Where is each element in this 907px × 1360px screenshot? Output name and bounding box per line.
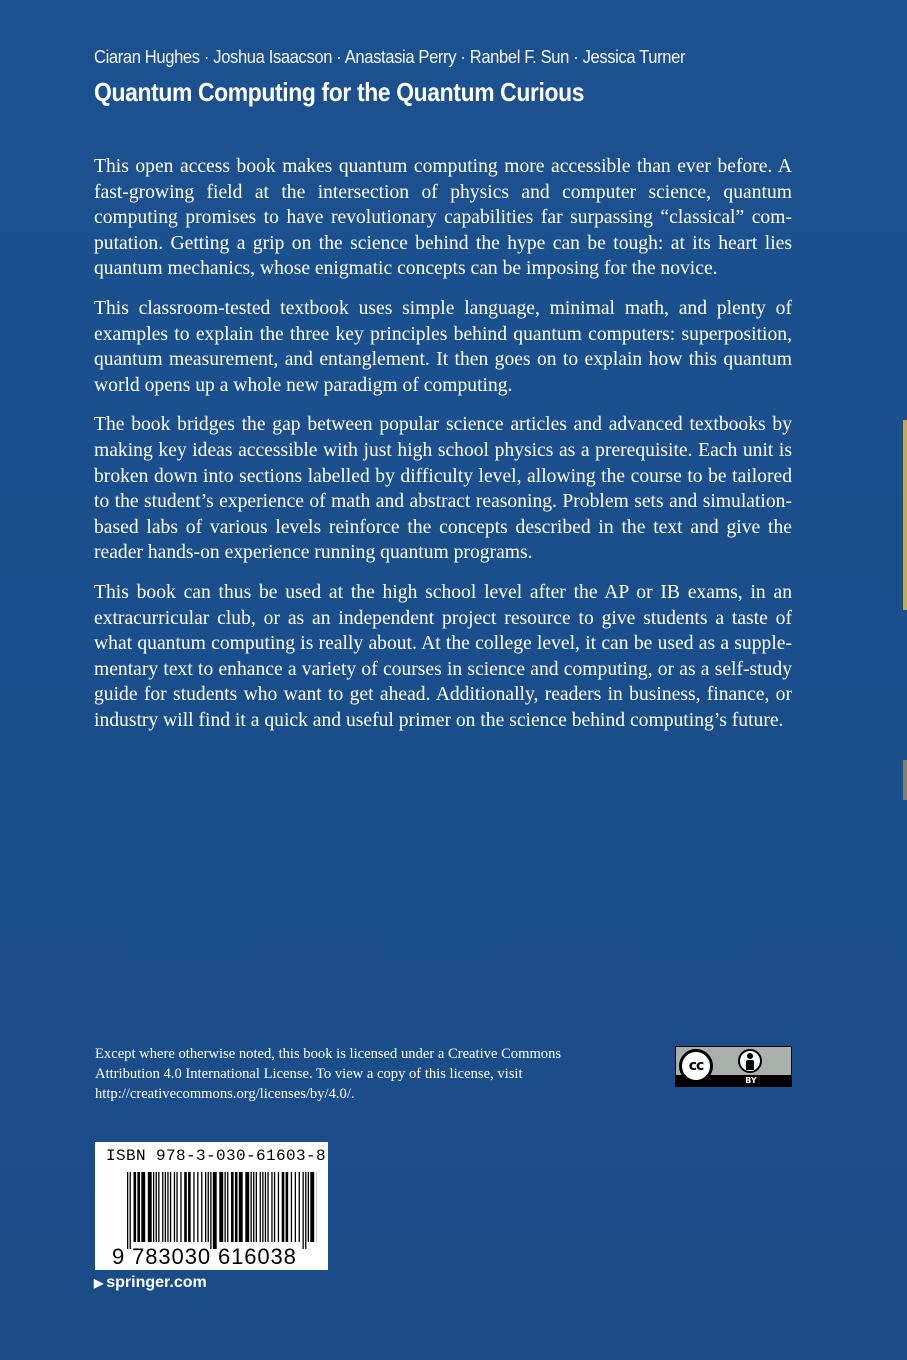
barcode-bar [137,1172,140,1242]
barcode-bar [256,1172,257,1242]
barcode-bar [141,1172,145,1242]
person-head [747,1053,753,1059]
barcode-bar [299,1172,300,1242]
barcode-bar [225,1172,226,1242]
barcode-bar [205,1172,206,1242]
barcode-bar [262,1172,263,1242]
barcode-bar [167,1172,168,1242]
by-label: BY [745,1076,757,1085]
barcode-bar [282,1172,285,1242]
barcode-bar [310,1172,314,1242]
person-torso [746,1060,754,1070]
barcode-bar [158,1172,159,1242]
barcode-bar [174,1172,175,1242]
barcode-bar [201,1172,202,1242]
barcode-bar [213,1172,217,1249]
arrow-right-icon: ▶ [94,1276,104,1290]
barcode-bar [231,1172,234,1242]
barcode-bar [251,1172,252,1242]
author-list: Ciaran Hughes · Joshua Isaacson · Anastasia Perry · Ranbel F. Sun · Jessica Turner [94,47,686,67]
barcode-bar [184,1172,187,1242]
blurb-paragraph-1: This open access book makes quantum computing more accessible than ever before. A fast-growing field at the intersection of physics and computer science, quantum computing promises to have revolutionary capabilities far surpassing “classical” computation. Getting a grip on the science behind the hype can be tough: at its heart lies quantum mechanics, whose enigmatic concepts can be imposing for the novice. [94,156,792,280]
barcode-bar [253,1172,254,1242]
spine-edge-mark [903,420,907,610]
barcode-bar [227,1172,228,1242]
barcode-bar [188,1172,191,1242]
barcode-bar [210,1172,211,1249]
barcode-bar [286,1172,289,1242]
barcode-bar [271,1172,272,1242]
publisher-link[interactable] [94,1274,207,1292]
barcode-bar [208,1172,209,1242]
barcode-bar [303,1172,304,1249]
barcode-bar [165,1172,166,1242]
barcode-bar [170,1172,171,1242]
barcode-bar [219,1172,223,1242]
attribution-person-icon [738,1049,762,1073]
barcode-bar [267,1172,268,1242]
barcode-digits: 9 783030 616038 [112,1244,297,1269]
barcode-bar [148,1172,152,1242]
blurb-paragraph-2: This classroom-tested textbook uses simple language, minimal math, and plenty of examples to explain the three key principles behind quantum computers: superposition, quantum measurement, and entanglement. It then goes on to explain how this quantum world opens up a whole new paradigm of computing. [94,297,792,396]
barcode-bar [265,1172,266,1242]
isbn-label: ISBN 978-3-030-61603-8 [106,1147,327,1165]
barcode-bar [291,1172,292,1242]
barcode-bar [239,1172,243,1242]
barcode-bar [197,1172,198,1242]
barcode-bar [308,1172,309,1242]
barcode-bar [193,1172,194,1242]
blurb-paragraph-4: This book can thus be used at the high school level after the AP or IB exams, in an extracurricular club, or as an independent project resource to give students a taste of what quantum computing is really about. At the college level, it can be used as a supplementary text to enhance a variety of courses in science and computing, or as a self-study guide for students who want to get ahead. Additionally, readers in business, finance, or industry will find it a quick and useful primer on the science behind computing’s future. [94,581,792,731]
isbn-barcode [95,1142,328,1270]
barcode-bar [278,1172,279,1242]
barcode-bar [260,1172,261,1242]
spine-edge-mark-lower [903,760,907,800]
license-notice: Except where otherwise noted, this book is licensed under a Creative Commons Attribution 4.0 International License. To view a copy of this license, visit http://creativecommons.org/licenses/by/4.0/. [95,1046,562,1102]
blurb [94,154,792,747]
barcode-bar [162,1172,163,1242]
blurb-paragraph-3: The book bridges the gap between popular science articles and advanced textbooks by making key ideas accessible with just high school physics as a prerequisite. Each unit is broken down into sections labelled by difficulty level, allowing the course to be tailored to the student’s experience of math and abstract reasoning. Problem sets and simulation-based labs of various levels reinforce the concepts described in the text and give the reader hands-on experience running quantum programs. [94,414,792,564]
barcode-bar [127,1172,128,1249]
barcode-bar [180,1172,181,1242]
barcode-bar [130,1172,131,1249]
cc-by-license-badge [675,1046,792,1087]
barcode-bar [274,1172,275,1242]
barcode-bar [134,1172,137,1242]
barcode-bar [295,1172,296,1242]
barcode-bars [127,1172,317,1249]
barcode-bar [156,1172,157,1242]
book-title: Quantum Computing for the Quantum Curious [94,77,585,107]
barcode-bar [153,1172,154,1242]
barcode-bar [305,1172,306,1249]
barcode-bar [245,1172,249,1242]
publisher-url: springer.com [106,1274,207,1291]
cc-icon: cc [679,1049,713,1083]
barcode-bar [235,1172,238,1242]
barcode-bar [176,1172,177,1242]
